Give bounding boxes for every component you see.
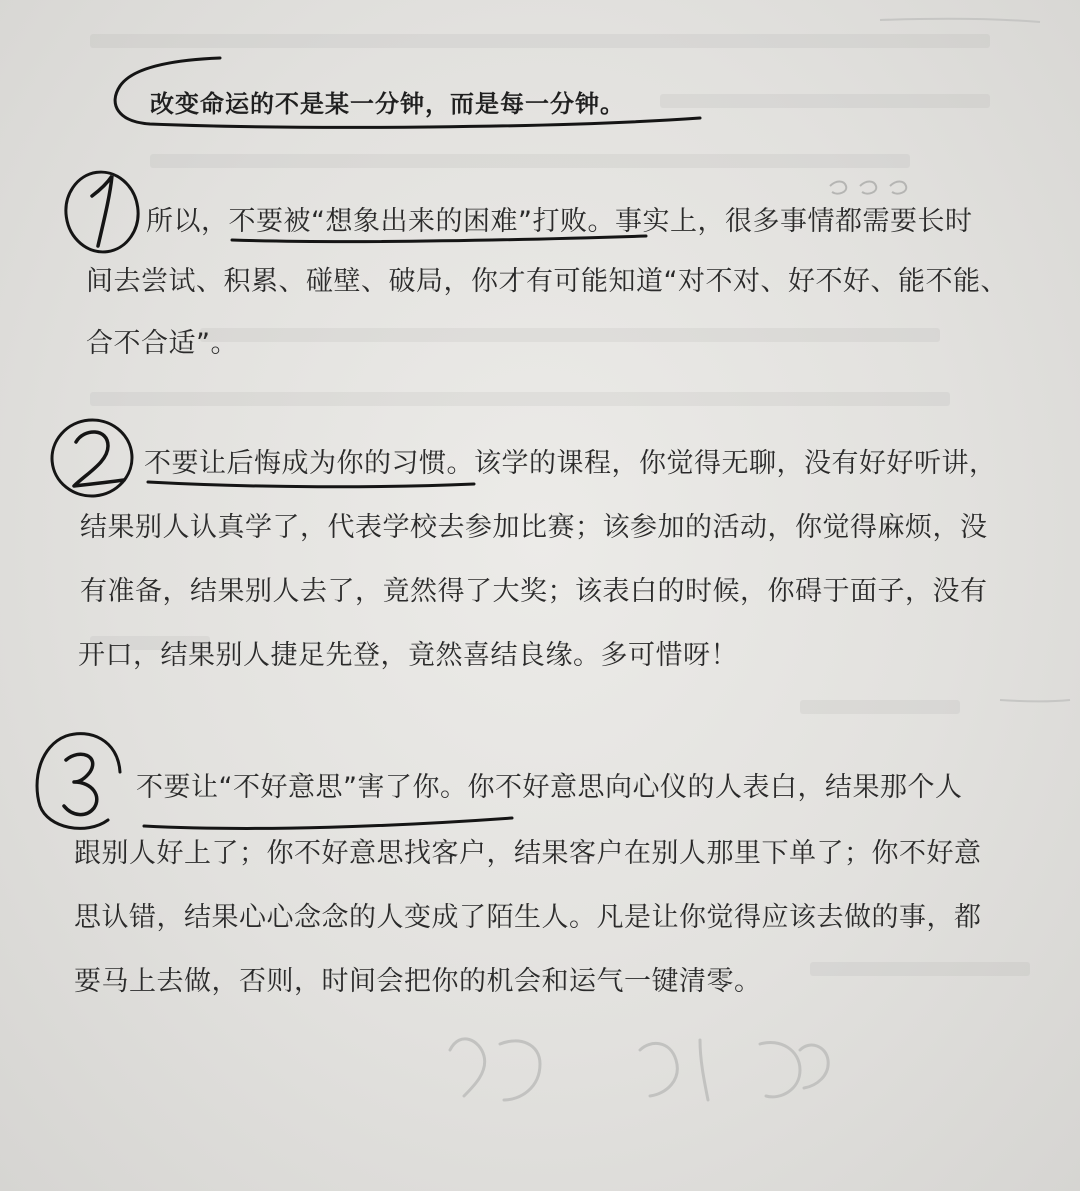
circled-1-icon xyxy=(61,167,143,256)
show-through-text xyxy=(150,154,910,168)
show-through-text xyxy=(800,700,960,714)
point-3-line-1: 不要让“不好意思”害了你。你不好意思向心仪的人表白，结果那个人 xyxy=(136,772,963,803)
point-1-line-1: 所以，不要被“想象出来的困难”打败。事实上，很多事情都需要长时 xyxy=(146,206,973,237)
circled-3-icon xyxy=(37,734,120,829)
point-1-line-3: 合不合适”。 xyxy=(86,328,238,359)
circled-1-icon xyxy=(92,176,112,246)
point-2-line-4: 开口，结果别人捷足先登，竟然喜结良缘。多可惜呀！ xyxy=(78,640,738,671)
point-3-line-4: 要马上去做，否则，时间会把你的机会和运气一键清零。 xyxy=(74,966,762,997)
heading-text: 改变命运的不是某一分钟，而是每一分钟。 xyxy=(150,90,625,118)
point-2-line-3: 有准备，结果别人去了，竟然得了大奖；该表白的时候，你碍于面子，没有 xyxy=(80,576,988,607)
underline-point-3 xyxy=(144,818,512,828)
circled-2-icon xyxy=(49,417,135,500)
point-2-line-2: 结果别人认真学了，代表学校去参加比赛；该参加的活动，你觉得麻烦，没 xyxy=(80,512,988,543)
point-1-line-2: 间去尝试、积累、碰壁、破局，你才有可能知道“对不对、好不好、能不能、 xyxy=(86,266,1008,297)
point-2-line-1: 不要让后悔成为你的习惯。该学的课程，你觉得无聊，没有好好听讲， xyxy=(144,448,997,479)
point-3-line-2: 跟别人好上了；你不好意思找客户，结果客户在别人那里下单了；你不好意 xyxy=(74,838,982,869)
show-through-text xyxy=(90,392,950,406)
pencil-doodle-mark xyxy=(450,1039,828,1100)
circled-3-icon xyxy=(64,754,97,814)
pencil-doodle-mark xyxy=(830,182,906,194)
show-through-text xyxy=(660,94,990,108)
circled-2-icon xyxy=(74,432,124,486)
show-through-text xyxy=(90,34,990,48)
show-through-text xyxy=(810,962,1030,976)
point-3-line-3: 思认错，结果心心念念的人变成了陌生人。凡是让你觉得应该去做的事，都 xyxy=(74,902,982,933)
show-through-text xyxy=(200,328,940,342)
